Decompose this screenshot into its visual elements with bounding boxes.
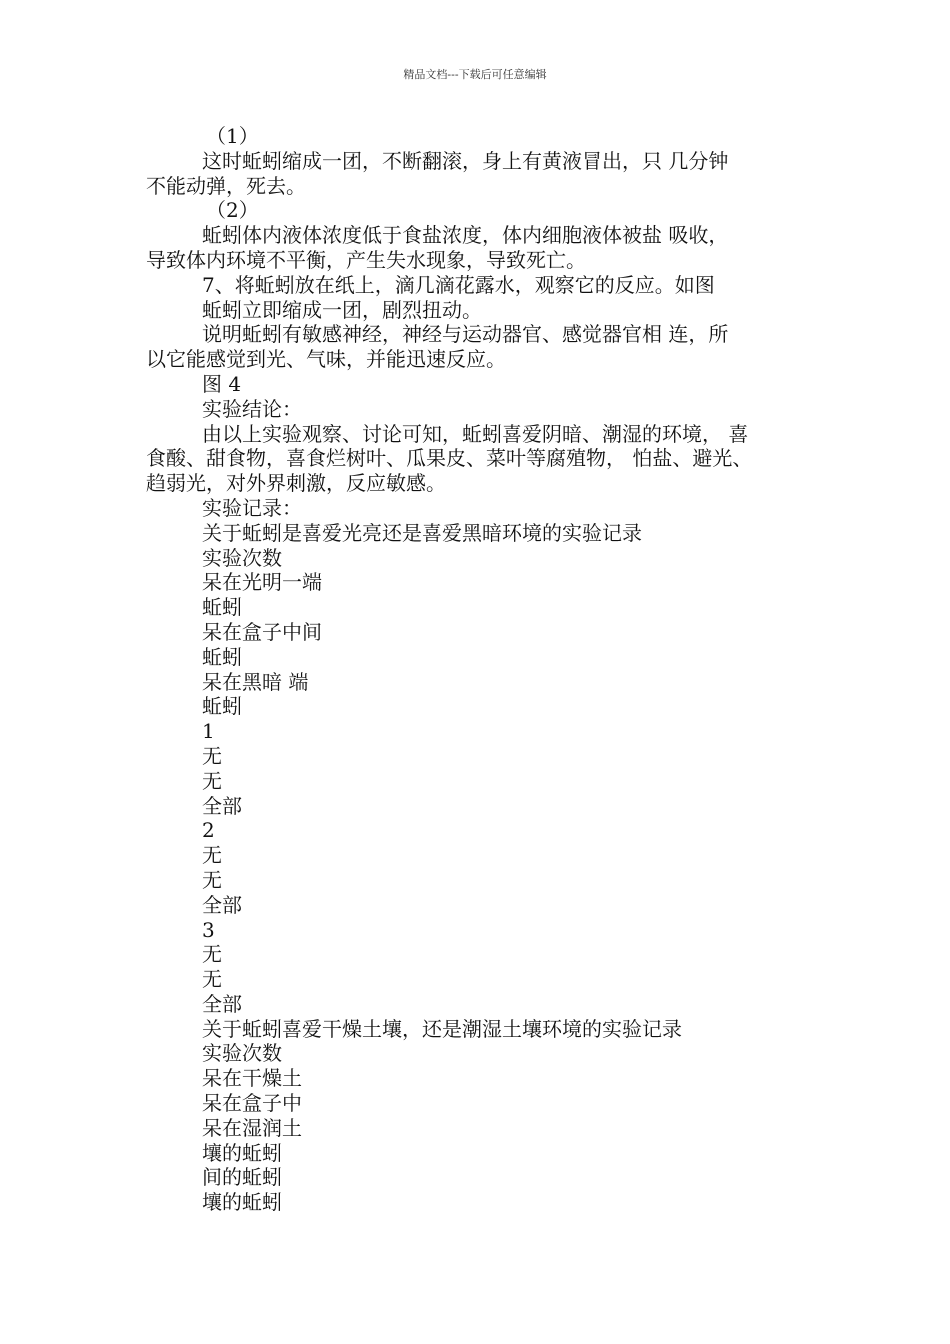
text-line: 呆在盒子中 <box>202 1091 302 1116</box>
text-line: 呆在湿润土 <box>202 1115 302 1140</box>
text-line: 无 <box>202 942 222 967</box>
text-line: 这时蚯蚓缩成一团，不断翻滚，身上有黄液冒出，只 几分钟 <box>202 148 729 173</box>
text-line: （1） <box>206 124 259 148</box>
text-line: （2） <box>206 198 259 223</box>
text-line: 以它能感觉到光、气味，并能迅速反应。 <box>146 347 506 372</box>
text-line: 无 <box>202 743 222 768</box>
text-line: 呆在黑暗 端 <box>202 669 309 694</box>
text-line: 由以上实验观察、讨论可知，蚯蚓喜爱阴暗、潮湿的环境， 喜 <box>202 421 749 446</box>
text-line: 实验记录： <box>202 495 302 520</box>
text-line: 无 <box>202 967 222 992</box>
text-line: 食酸、甜食物，喜食烂树叶、瓜果皮、菜叶等腐殖物， 怕盐、避光、 <box>146 446 753 471</box>
text-line: 蚯蚓体内液体浓度低于食盐浓度，体内细胞液体被盐 吸收， <box>202 223 729 248</box>
text-line: 图 4 <box>202 371 242 396</box>
text-line: 7、将蚯蚓放在纸上，滴几滴花露水，观察它的反应。如图 <box>202 272 715 297</box>
text-line: 无 <box>202 768 222 793</box>
text-line: 关于蚯蚓是喜爱光亮还是喜爱黑暗环境的实验记录 <box>202 520 642 545</box>
text-line: 3 <box>202 917 215 942</box>
text-line: 壤的蚯蚓 <box>202 1190 282 1215</box>
text-line: 间的蚯蚓 <box>202 1165 282 1190</box>
text-line: 1 <box>202 719 215 744</box>
text-line: 全部 <box>202 793 242 818</box>
text-line: 呆在光明一端 <box>202 570 322 595</box>
text-line: 导致体内环境不平衡，产生失水现象，导致死亡。 <box>146 247 586 272</box>
text-line: 无 <box>202 843 222 868</box>
page-header: 精品文档---下载后可任意编辑 <box>403 68 547 81</box>
text-line: 不能动弹，死去。 <box>146 173 306 198</box>
text-line: 蚯蚓 <box>202 644 242 669</box>
text-line: 呆在干燥土 <box>202 1066 302 1091</box>
text-line: 蚯蚓立即缩成一团，剧烈扭动。 <box>202 297 482 322</box>
text-line: 2 <box>202 818 215 843</box>
text-line: 实验次数 <box>202 1041 282 1066</box>
text-line: 实验结论： <box>202 396 302 421</box>
text-line: 趋弱光，对外界刺激，反应敏感。 <box>146 471 446 496</box>
text-line: 说明蚯蚓有敏感神经，神经与运动器官、感觉器官相 连，所 <box>202 322 729 347</box>
text-line: 关于蚯蚓喜爱干燥土壤，还是潮湿土壤环境的实验记录 <box>202 1016 682 1041</box>
text-line: 蚯蚓 <box>202 595 242 620</box>
text-line: 呆在盒子中间 <box>202 619 322 644</box>
text-line: 实验次数 <box>202 545 282 570</box>
document-body <box>146 124 826 1215</box>
text-line: 无 <box>202 867 222 892</box>
text-line: 蚯蚓 <box>202 694 242 719</box>
text-line: 全部 <box>202 892 242 917</box>
text-line: 全部 <box>202 991 242 1016</box>
text-line: 壤的蚯蚓 <box>202 1140 282 1165</box>
